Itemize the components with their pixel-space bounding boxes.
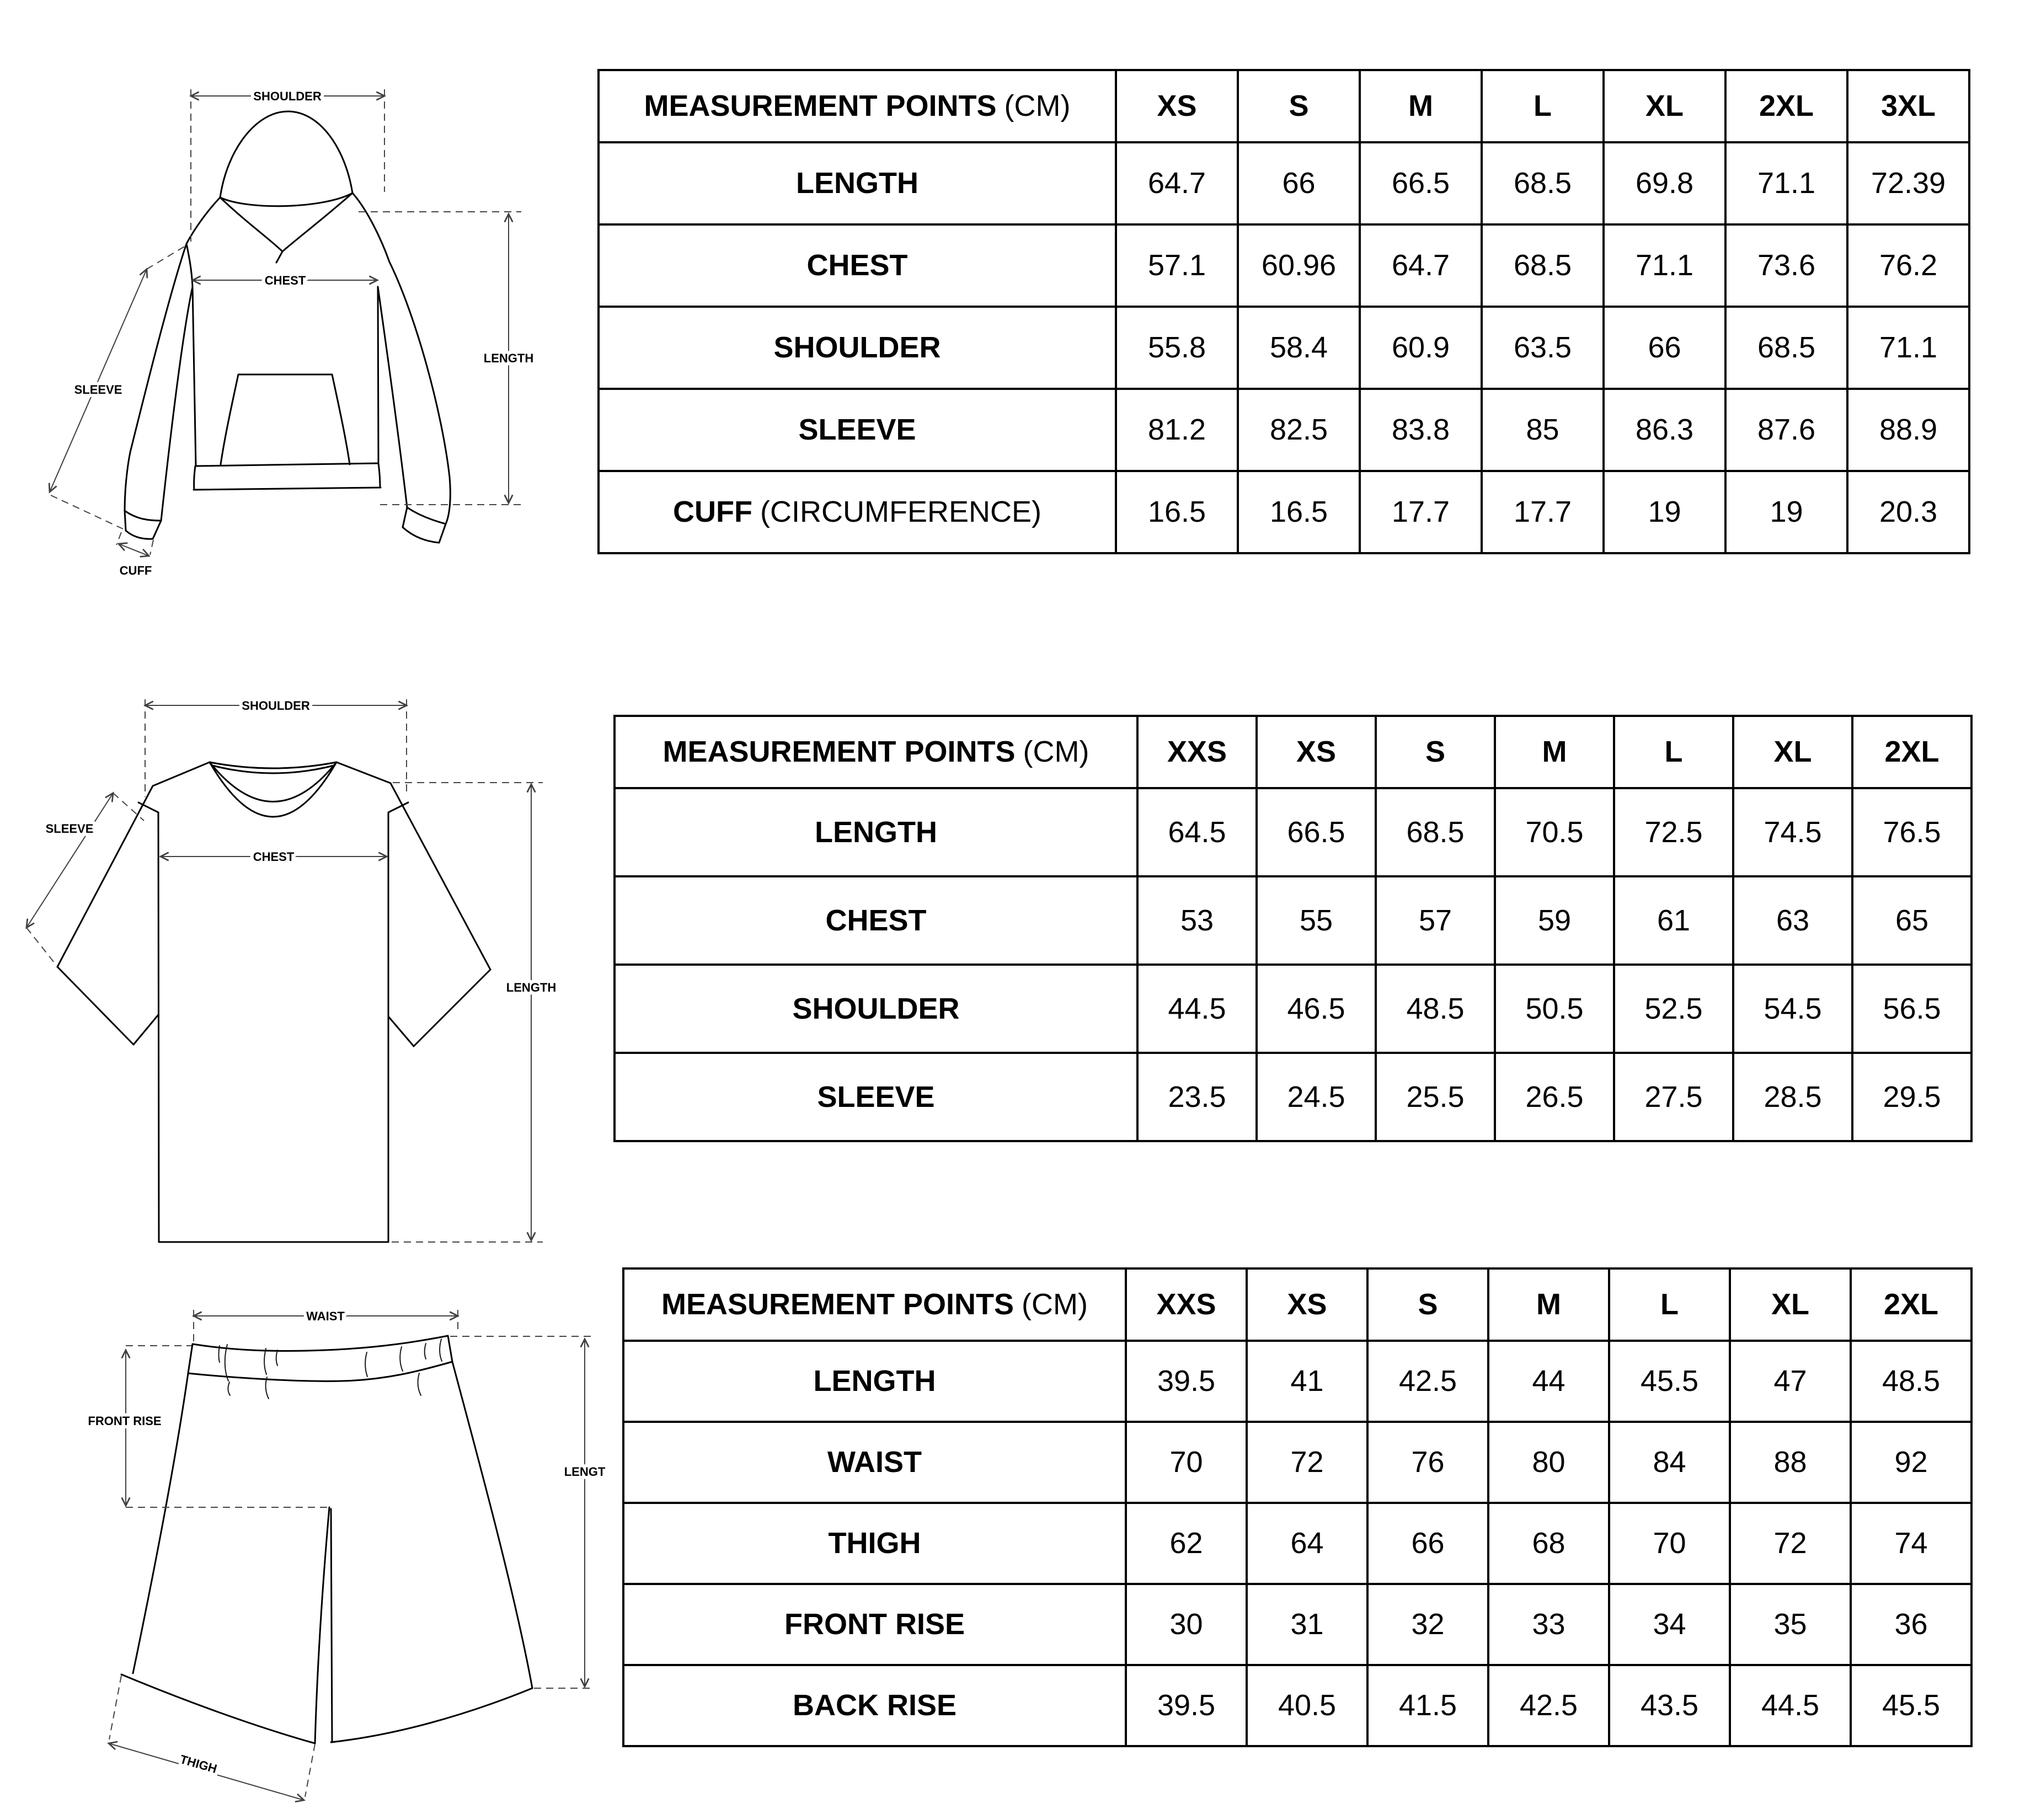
value-cell: 66: [1604, 307, 1725, 389]
value-cell: 44: [1488, 1341, 1609, 1422]
value-cell: 33: [1488, 1584, 1609, 1665]
value-cell: 32: [1367, 1584, 1488, 1665]
hoodie-length-label: LENGTH: [483, 351, 534, 365]
hoodie-sleeve-label: SLEEVE: [74, 383, 122, 397]
value-cell: 61: [1614, 876, 1733, 965]
value-cell: 92: [1851, 1422, 1971, 1503]
tshirt-length-label: LENGTH: [506, 981, 557, 994]
size-column-header: M: [1488, 1268, 1609, 1341]
sleeve-measure-arrow: [26, 793, 113, 928]
table-row: [615, 1053, 1971, 1141]
size-column-header: L: [1614, 716, 1733, 788]
hoodie-right-cuff: [403, 507, 446, 543]
row-label: SHOULDER: [599, 307, 1116, 389]
row-label: LENGTH: [615, 788, 1137, 876]
value-cell: 66: [1238, 142, 1360, 224]
row-label: WAIST: [623, 1422, 1126, 1503]
size-column-header: 2XL: [1852, 716, 1971, 788]
value-cell: 68.5: [1482, 142, 1604, 224]
shorts-thigh-label: THIGH: [178, 1752, 219, 1776]
value-cell: 72.39: [1847, 142, 1969, 224]
value-cell: 66.5: [1360, 142, 1482, 224]
table-row: [623, 1665, 1971, 1746]
size-column-header: M: [1360, 70, 1482, 142]
size-column-header: L: [1482, 70, 1604, 142]
tshirt-measurements: [26, 699, 556, 1242]
value-cell: 70.5: [1495, 788, 1614, 876]
row-label: SHOULDER: [615, 965, 1137, 1053]
table-row: [599, 307, 1969, 389]
size-column-header: S: [1376, 716, 1495, 788]
value-cell: 85: [1482, 389, 1604, 471]
table-row: [615, 965, 1971, 1053]
value-cell: 55: [1257, 876, 1376, 965]
hoodie-cuff-label: CUFF: [119, 564, 152, 577]
value-cell: 63.5: [1482, 307, 1604, 389]
hoodie-pocket: [221, 374, 350, 464]
shorts-waist-label: WAIST: [306, 1309, 345, 1323]
value-cell: 70: [1609, 1503, 1730, 1584]
value-cell: 82.5: [1238, 389, 1360, 471]
row-label: CUFF (CIRCUMFERENCE): [599, 471, 1116, 553]
value-cell: 43.5: [1609, 1665, 1730, 1746]
row-label: CHEST: [615, 876, 1137, 965]
value-cell: 57.1: [1116, 224, 1238, 307]
row-label: LENGTH: [599, 142, 1116, 224]
value-cell: 48.5: [1851, 1341, 1971, 1422]
measurement-points-header: MEASUREMENT POINTS (CM): [615, 716, 1137, 788]
value-cell: 69.8: [1604, 142, 1725, 224]
value-cell: 24.5: [1257, 1053, 1376, 1141]
value-cell: 66: [1367, 1503, 1488, 1584]
hoodie-shoulder-label: SHOULDER: [253, 89, 322, 103]
measurement-points-header: MEASUREMENT POINTS (CM): [599, 70, 1116, 142]
value-cell: 64.7: [1360, 224, 1482, 307]
size-column-header: XXS: [1137, 716, 1257, 788]
value-cell: 64: [1247, 1503, 1367, 1584]
value-cell: 45.5: [1851, 1665, 1971, 1746]
sleeve-measure-arrow: [50, 269, 147, 492]
value-cell: 57: [1376, 876, 1495, 965]
size-column-header: XS: [1247, 1268, 1367, 1341]
value-cell: 45.5: [1609, 1341, 1730, 1422]
value-cell: 19: [1604, 471, 1725, 553]
size-column-header: L: [1609, 1268, 1730, 1341]
value-cell: 20.3: [1847, 471, 1969, 553]
table-row: [599, 389, 1969, 471]
value-cell: 86.3: [1604, 389, 1725, 471]
value-cell: 41.5: [1367, 1665, 1488, 1746]
hoodie-outline: [125, 111, 450, 543]
shorts-outline: [121, 1336, 532, 1743]
value-cell: 83.8: [1360, 389, 1482, 471]
value-cell: 72.5: [1614, 788, 1733, 876]
value-cell: 59: [1495, 876, 1614, 965]
row-label: SLEEVE: [615, 1053, 1137, 1141]
value-cell: 74.5: [1733, 788, 1852, 876]
size-column-header: 3XL: [1847, 70, 1969, 142]
value-cell: 72: [1247, 1422, 1367, 1503]
value-cell: 81.2: [1116, 389, 1238, 471]
size-column-header: M: [1495, 716, 1614, 788]
table-header-row: [623, 1268, 1971, 1341]
value-cell: 17.7: [1482, 471, 1604, 553]
shorts-size-table: [622, 1267, 1973, 1747]
value-cell: 80: [1488, 1422, 1609, 1503]
value-cell: 64.5: [1137, 788, 1257, 876]
value-cell: 66.5: [1257, 788, 1376, 876]
value-cell: 68.5: [1376, 788, 1495, 876]
tshirt-outline: [57, 762, 490, 1242]
value-cell: 71.1: [1604, 224, 1725, 307]
hoodie-measurements: [50, 89, 533, 577]
size-column-header: XS: [1116, 70, 1238, 142]
value-cell: 74: [1851, 1503, 1971, 1584]
value-cell: 42.5: [1488, 1665, 1609, 1746]
value-cell: 65: [1852, 876, 1971, 965]
tshirt-size-table: [613, 715, 1973, 1142]
value-cell: 58.4: [1238, 307, 1360, 389]
row-label: BACK RISE: [623, 1665, 1126, 1746]
value-cell: 76: [1367, 1422, 1488, 1503]
size-column-header: 2XL: [1725, 70, 1847, 142]
table-row: [615, 876, 1971, 965]
shorts-front-rise-label: FRONT RISE: [88, 1414, 162, 1428]
value-cell: 76.2: [1847, 224, 1969, 307]
table-row: [615, 788, 1971, 876]
value-cell: 88: [1730, 1422, 1851, 1503]
value-cell: 62: [1126, 1503, 1247, 1584]
value-cell: 54.5: [1733, 965, 1852, 1053]
size-column-header: XXS: [1126, 1268, 1247, 1341]
value-cell: 26.5: [1495, 1053, 1614, 1141]
value-cell: 60.96: [1238, 224, 1360, 307]
value-cell: 35: [1730, 1584, 1851, 1665]
value-cell: 41: [1247, 1341, 1367, 1422]
value-cell: 72: [1730, 1503, 1851, 1584]
value-cell: 36: [1851, 1584, 1971, 1665]
table-row: [599, 142, 1969, 224]
table-row: [599, 471, 1969, 553]
row-label: SLEEVE: [599, 389, 1116, 471]
cuff-measure-arrow: [119, 544, 149, 556]
value-cell: 16.5: [1238, 471, 1360, 553]
size-column-header: 2XL: [1851, 1268, 1971, 1341]
value-cell: 68.5: [1482, 224, 1604, 307]
value-cell: 27.5: [1614, 1053, 1733, 1141]
value-cell: 50.5: [1495, 965, 1614, 1053]
table-row: [623, 1503, 1971, 1584]
value-cell: 68.5: [1725, 307, 1847, 389]
table-row: [599, 224, 1969, 307]
value-cell: 71.1: [1847, 307, 1969, 389]
value-cell: 39.5: [1126, 1665, 1247, 1746]
value-cell: 71.1: [1725, 142, 1847, 224]
tshirt-sleeve-label: SLEEVE: [45, 822, 94, 836]
size-column-header: S: [1367, 1268, 1488, 1341]
value-cell: 42.5: [1367, 1341, 1488, 1422]
value-cell: 60.9: [1360, 307, 1482, 389]
value-cell: 44.5: [1730, 1665, 1851, 1746]
size-column-header: S: [1238, 70, 1360, 142]
value-cell: 87.6: [1725, 389, 1847, 471]
value-cell: 25.5: [1376, 1053, 1495, 1141]
hoodie-diagram: [33, 66, 585, 596]
value-cell: 44.5: [1137, 965, 1257, 1053]
value-cell: 53: [1137, 876, 1257, 965]
value-cell: 68: [1488, 1503, 1609, 1584]
value-cell: 70: [1126, 1422, 1247, 1503]
shorts-waistband-wrinkles: [219, 1339, 442, 1399]
value-cell: 48.5: [1376, 965, 1495, 1053]
value-cell: 17.7: [1360, 471, 1482, 553]
row-label: LENGTH: [623, 1341, 1126, 1422]
value-cell: 19: [1725, 471, 1847, 553]
tshirt-shoulder-label: SHOULDER: [242, 699, 310, 713]
value-cell: 39.5: [1126, 1341, 1247, 1422]
shorts-diagram: [33, 1263, 618, 1820]
tshirt-diagram: [0, 678, 585, 1164]
value-cell: 31: [1247, 1584, 1367, 1665]
value-cell: 28.5: [1733, 1053, 1852, 1141]
row-label: CHEST: [599, 224, 1116, 307]
shorts-measurements: [88, 1309, 605, 1800]
value-cell: 88.9: [1847, 389, 1969, 471]
measurement-points-header: MEASUREMENT POINTS (CM): [623, 1268, 1126, 1341]
value-cell: 55.8: [1116, 307, 1238, 389]
tshirt-chest-label: CHEST: [253, 850, 295, 864]
value-cell: 40.5: [1247, 1665, 1367, 1746]
table-row: [623, 1422, 1971, 1503]
value-cell: 34: [1609, 1584, 1730, 1665]
size-column-header: XS: [1257, 716, 1376, 788]
row-label: FRONT RISE: [623, 1584, 1126, 1665]
value-cell: 73.6: [1725, 224, 1847, 307]
table-row: [623, 1584, 1971, 1665]
hoodie-size-table: [597, 69, 1970, 554]
shorts-length-label: LENGT: [564, 1465, 606, 1479]
value-cell: 63: [1733, 876, 1852, 965]
hoodie-chest-label: CHEST: [264, 274, 306, 287]
value-cell: 56.5: [1852, 965, 1971, 1053]
value-cell: 16.5: [1116, 471, 1238, 553]
row-label: THIGH: [623, 1503, 1126, 1584]
value-cell: 46.5: [1257, 965, 1376, 1053]
value-cell: 64.7: [1116, 142, 1238, 224]
size-column-header: XL: [1733, 716, 1852, 788]
table-header-row: [615, 716, 1971, 788]
value-cell: 84: [1609, 1422, 1730, 1503]
table-row: [623, 1341, 1971, 1422]
value-cell: 30: [1126, 1584, 1247, 1665]
value-cell: 52.5: [1614, 965, 1733, 1053]
size-column-header: XL: [1730, 1268, 1851, 1341]
value-cell: 29.5: [1852, 1053, 1971, 1141]
table-header-row: [599, 70, 1969, 142]
value-cell: 23.5: [1137, 1053, 1257, 1141]
size-column-header: XL: [1604, 70, 1725, 142]
value-cell: 76.5: [1852, 788, 1971, 876]
value-cell: 47: [1730, 1341, 1851, 1422]
